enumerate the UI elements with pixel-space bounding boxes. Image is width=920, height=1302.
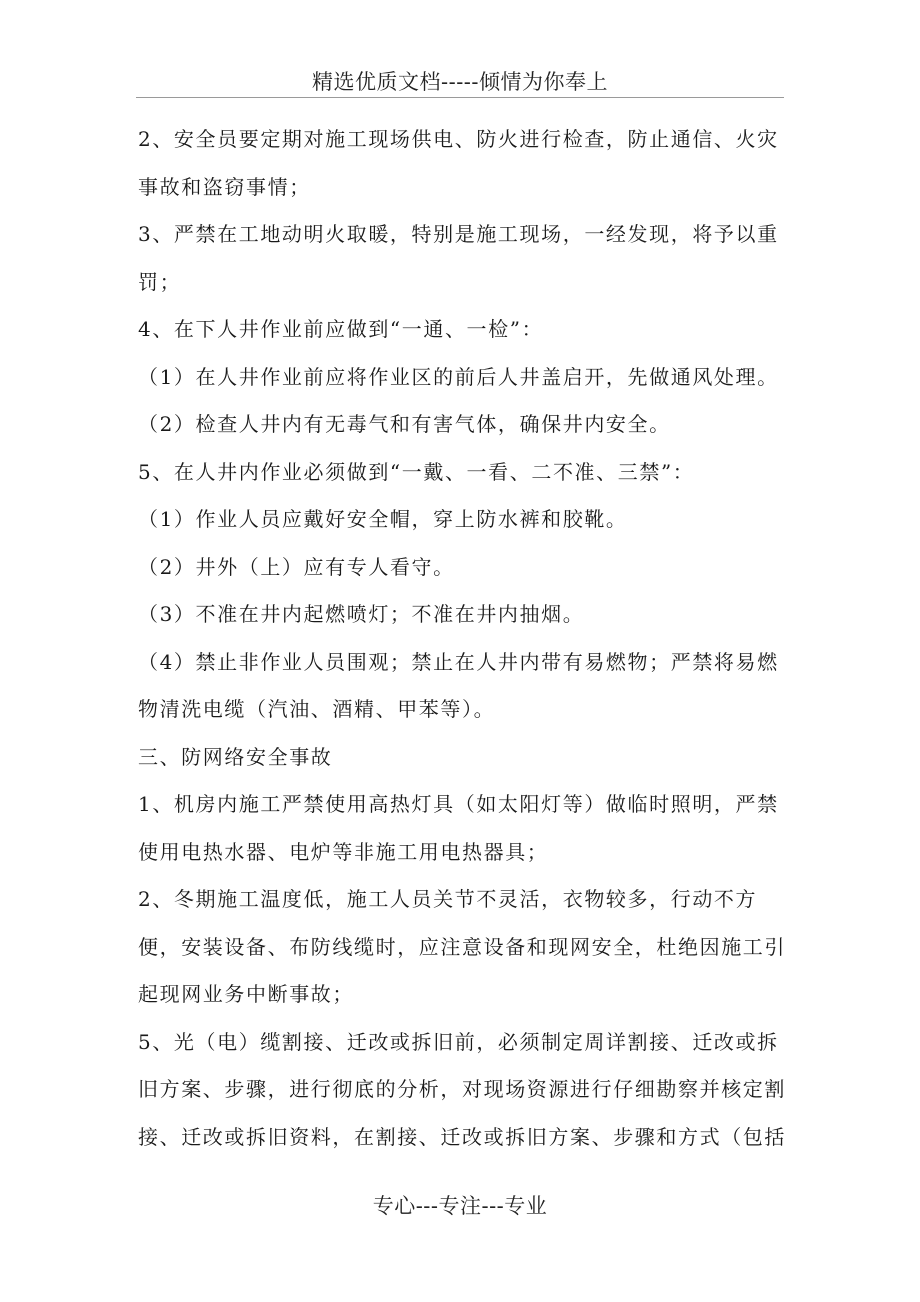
paragraph-8: （2）井外（上）应有专人看守。 <box>138 554 455 579</box>
paragraph-4: （1）在人井作业前应将作业区的前后人井盖启开，先做通风处理。 <box>138 364 779 389</box>
paragraph-1: 2、安全员要定期对施工现场供电、防火进行检查，防止通信、火灾事故和盗窃事情； <box>138 127 779 199</box>
paragraph-10: （4）禁止非作业人员围观；禁止在人井内带有易燃物；严禁将易燃物清洗电缆（汽油、酒精、甲苯等）。 <box>138 649 779 721</box>
paragraph-2: 3、严禁在工地动明火取暖，特别是施工现场，一经发现，将予以重罚； <box>138 222 779 294</box>
page-footer: 专心---专注---专业 <box>372 1194 548 1218</box>
paragraph-5: （2）检查人井内有无毒气和有害气体，确保井内安全。 <box>138 412 671 436</box>
paragraph-9: （3）不准在井内起燃喷灯；不准在井内抽烟。 <box>138 602 585 626</box>
section-heading: 三、防网络安全事故 <box>138 744 333 769</box>
page-header: 精选优质文档-----倾情为你奉上 <box>312 70 608 94</box>
paragraph-14: 5、光（电）缆割接、迁改或拆旧前，必须制定周详割接、迁改或拆旧方案、步骤，进行彻底的分析，对现场资源进行仔细勘察并核定割接、迁改或拆旧资料，在割接、迁改或拆旧方案、步骤和方式（包括 <box>138 1029 786 1149</box>
paragraph-3: 4、在下人井作业前应做到“一通、一检”： <box>138 317 544 341</box>
paragraph-13: 2、冬期施工温度低，施工人员关节不灵活，衣物较多，行动不方便，安装设备、布防线缆时，应注意设备和现网安全，杜绝因施工引起现网业务中断事故； <box>138 887 786 1006</box>
paragraph-7: （1）作业人员应戴好安全帽，穿上防水裤和胶靴。 <box>138 507 628 531</box>
paragraph-6: 5、在人井内作业必须做到“一戴、一看、二不准、三禁”： <box>138 459 695 484</box>
document-body <box>138 116 788 1161</box>
header-divider <box>136 97 784 98</box>
paragraph-12: 1、机房内施工严禁使用高热灯具（如太阳灯等）做临时照明，严禁使用电热水器、电炉等非施工用电热器具； <box>138 792 779 864</box>
